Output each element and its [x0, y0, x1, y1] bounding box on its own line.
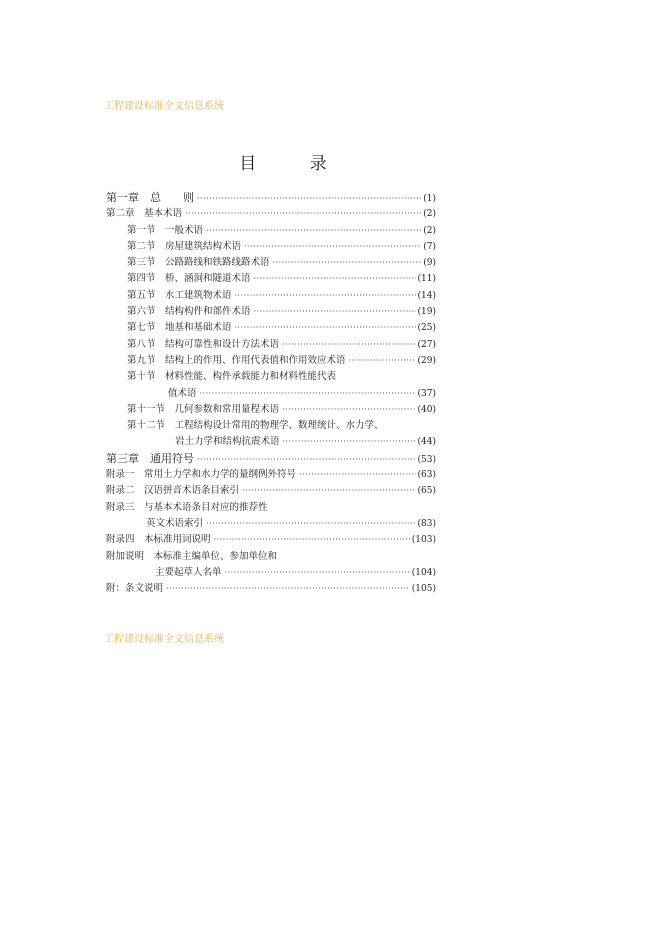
- toc-entry: [106, 353, 436, 369]
- toc-entry: [106, 581, 436, 597]
- toc-entry-page: (65): [417, 486, 436, 497]
- toc-entry-label: 第十一节 几何参数和常用量程术语: [127, 403, 280, 415]
- toc-entry-label: 第六节 结构构件和部件术语: [127, 306, 251, 318]
- toc-entry-label: 第十二节 工程结构设计常用的物理学、数理统计、水力学、: [127, 420, 384, 432]
- toc-entry: [106, 532, 436, 548]
- toc-entry: [106, 239, 436, 255]
- toc-entry: [106, 418, 436, 434]
- toc-entry-page: (105): [411, 584, 436, 595]
- toc-entry: [106, 434, 436, 450]
- toc-entry-page: (103): [411, 535, 436, 546]
- toc-entry-page: (29): [417, 355, 436, 366]
- toc-leader-dots: [206, 223, 421, 239]
- toc-entry: [106, 402, 436, 418]
- toc-entry: [106, 516, 436, 532]
- toc-entry-label: 附录三 与基本术语条目对应的推荐性: [106, 501, 268, 513]
- toc-leader-dots: [254, 271, 416, 287]
- toc-entry-label: 附录一 常用土力学和水力学的量纲例外符号: [106, 469, 297, 481]
- toc-leader-dots: [349, 353, 416, 369]
- toc-leader-dots: [244, 239, 421, 255]
- toc-entry: [106, 271, 436, 287]
- toc-entry-page: (1): [423, 194, 436, 204]
- toc-entry: [106, 500, 436, 516]
- toc-entry-label: 第五节 水工建筑物术语: [127, 289, 232, 301]
- toc-entry-label: 附加说明 本标准主编单位、参加单位和: [106, 550, 278, 562]
- toc-leader-dots: [206, 516, 416, 532]
- toc-entry-label: 附：条文说明: [106, 583, 164, 595]
- toc-entry-label: 第一章 总 则: [106, 191, 194, 204]
- toc-entry-page: (11): [417, 274, 436, 285]
- toc-entry: [106, 304, 436, 320]
- toc-title: 目 录: [239, 154, 351, 174]
- toc-entry-label: 岩土力学和结构抗震术语: [175, 436, 280, 448]
- toc-leader-dots: [282, 337, 416, 353]
- toc-entry-label: 英文术语索引: [146, 517, 204, 529]
- toc-entry: [106, 565, 436, 581]
- toc-entry: [106, 255, 436, 271]
- toc-leader-dots: [214, 532, 410, 548]
- toc-entry-label: 第八节 结构可靠性和设计方法术语: [127, 338, 280, 350]
- watermark-header: 工程建设标准全文信息系统: [104, 101, 224, 112]
- toc-leader-dots: [254, 304, 416, 320]
- toc-entry-page: (2): [423, 225, 436, 236]
- toc-entry-page: (14): [417, 290, 436, 301]
- toc-entry-page: (19): [417, 307, 436, 318]
- toc-entry: [106, 288, 436, 304]
- toc-entry-page: (7): [423, 241, 436, 252]
- toc-leader-dots: [197, 452, 416, 468]
- toc-leader-dots: [242, 483, 416, 499]
- toc-leader-dots: [235, 320, 416, 336]
- toc-entry: [106, 483, 436, 499]
- toc-entry-page: (25): [417, 323, 436, 334]
- toc-entry-label: 主要起草人名单: [155, 566, 222, 578]
- toc-entry-page: (83): [417, 518, 436, 529]
- toc-entry-page: (104): [411, 567, 436, 578]
- toc-entry-label: 第一节 一般术语: [127, 224, 204, 236]
- toc-entry-page: (53): [417, 454, 436, 465]
- toc-entry: [106, 369, 436, 385]
- toc-entry-label: 第二节 房屋建筑结构术语: [127, 240, 242, 252]
- toc-entry: [106, 206, 436, 222]
- toc-leader-dots: [166, 581, 410, 597]
- toc-entry: [106, 320, 436, 336]
- toc-leader-dots: [283, 434, 416, 450]
- toc-entry-page: (2): [423, 209, 436, 220]
- toc-leader-dots: [235, 288, 416, 304]
- toc-entry-label: 附录二 汉语拼音术语条目索引: [106, 485, 240, 497]
- toc-entry-label: 第九节 结构上的作用、作用代表值和作用效应术语: [127, 354, 346, 366]
- toc-entry-page: (37): [417, 388, 436, 399]
- toc-entry-label: 第二章 基本术语: [106, 208, 183, 220]
- toc-entry: [106, 223, 436, 239]
- toc-entry: [106, 549, 436, 565]
- toc-entry: [106, 190, 436, 206]
- toc-entry: [106, 451, 436, 467]
- toc-leader-dots: [273, 255, 422, 271]
- toc-entry-label: 第四节 桥、涵洞和隧道术语: [127, 273, 251, 285]
- toc-entry: [106, 467, 436, 483]
- toc-leader-dots: [225, 565, 410, 581]
- toc-entry-label: 第三节 公路路线和铁路线路术语: [127, 257, 270, 269]
- toc-entry-page: (44): [417, 437, 436, 448]
- toc-entry-page: (63): [417, 470, 436, 481]
- toc-leader-dots: [299, 467, 416, 483]
- toc-entry-label: 第十节 材料性能、构件承载能力和材料性能代表: [127, 371, 337, 383]
- toc-leader-dots: [282, 402, 416, 418]
- watermark-footer: 工程建设标准全文信息系统: [104, 634, 224, 645]
- toc-entry-page: (9): [423, 258, 436, 269]
- toc-entry-label: 第七节 地基和基础术语: [127, 322, 232, 334]
- toc-entry-label: 值术语: [168, 387, 197, 399]
- toc-entry: [106, 337, 436, 353]
- toc-entry-label: 第三章 通用符号: [106, 451, 194, 465]
- toc-leader-dots: [200, 386, 416, 402]
- toc-entry-label: 附录四 本标准用词说明: [106, 534, 211, 546]
- toc-entry: [106, 386, 436, 402]
- toc-leader-dots: [185, 206, 421, 222]
- toc-leader-dots: [197, 191, 421, 207]
- toc-entry-page: (40): [417, 404, 436, 415]
- toc-entry-page: (27): [417, 339, 436, 350]
- table-of-contents: [106, 190, 436, 597]
